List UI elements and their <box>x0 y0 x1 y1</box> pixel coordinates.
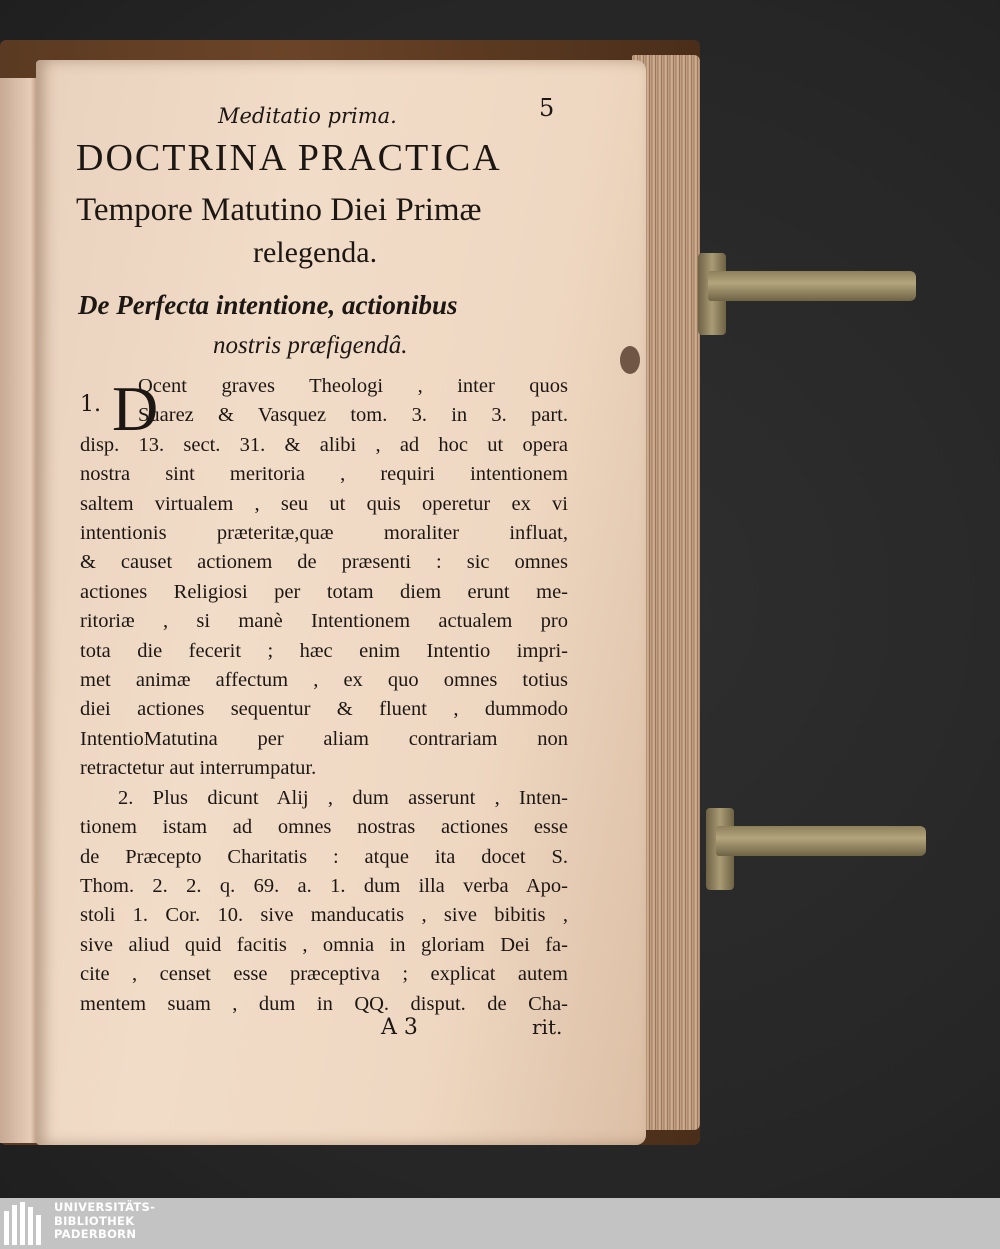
page-number: 5 <box>539 94 555 122</box>
text-line: mentem suam , dum in QQ. disput. de Cha- <box>80 992 568 1015</box>
text-line: saltem virtualem , seu ut quis operetur ex vi <box>80 492 568 515</box>
text-line: Thom. 2. 2. q. 69. a. 1. dum illa verba Apo- <box>80 874 568 897</box>
logo-line-2: BIBLIOTHEK <box>54 1213 135 1228</box>
text-line: sive aliud quid facitis , omnia in gloriam Dei fa- <box>80 933 568 956</box>
page-wormhole <box>620 346 640 374</box>
text-line: stoli 1. Cor. 10. sive manducatis , sive bibitis , <box>80 904 568 927</box>
library-logo-text <box>54 1201 155 1242</box>
text-line: & causet actionem de præsenti : sic omnes <box>80 551 568 574</box>
running-head: Meditatio prima. <box>218 104 397 128</box>
subtitle-line-1: Tempore Matutino Diei Primæ <box>76 192 482 228</box>
text-line: retractetur aut interrumpatur. <box>80 757 317 780</box>
text-line: tionem istam ad omnes nostras actiones esse <box>80 816 568 839</box>
text-line: de Præcepto Charitatis : atque ita docet S. <box>80 845 568 868</box>
section-title-line-1: De Perfecta intentione, actionibus <box>78 290 458 320</box>
library-logo-icon <box>4 1202 46 1245</box>
drop-cap: D <box>112 373 159 444</box>
logo-line-3: PADERBORN <box>54 1227 137 1241</box>
page-title: DOCTRINA PRACTICA <box>76 137 502 179</box>
catchword: rit. <box>532 1015 563 1039</box>
text-line: cite , censet esse præceptiva ; explicat autem <box>80 963 568 986</box>
body-text <box>80 372 568 1019</box>
signature-mark: A 3 <box>381 1015 418 1040</box>
text-line: ritoriæ , si manè Intentionem actualem pro <box>80 610 568 633</box>
facing-page-edge <box>0 78 38 1143</box>
text-line: met animæ affectum , ex quo omnes totius <box>80 669 568 692</box>
text-line: Suarez & Vasquez tom. 3. in 3. part. <box>138 404 568 427</box>
logo-line-1: UNIVERSITÄTS- <box>54 1200 156 1214</box>
text-line: intentionis præteritæ,quæ moraliter influat, <box>80 522 568 545</box>
text-line: IntentioMatutina per aliam contrariam non <box>80 727 568 750</box>
library-footer-band <box>0 1198 1000 1249</box>
subtitle-line-2: relegenda. <box>253 236 378 269</box>
text-line: nostra sint meritoria , requiri intentionem <box>80 463 568 486</box>
section-title-line-2: nostris præfigendâ. <box>213 332 408 359</box>
text-line: disp. 13. sect. 31. & alibi , ad hoc ut opera <box>80 433 568 456</box>
text-line: 2. Plus dicunt Alij , dum asserunt , Inten- <box>118 786 568 809</box>
text-line: actiones Religiosi per totam diem erunt me- <box>80 580 568 603</box>
paragraph-number: 1. <box>80 392 101 417</box>
text-line: diei actiones sequentur & fluent , dummodo <box>80 698 568 721</box>
text-line: tota die fecerit ; hæc enim Intentio impri- <box>80 639 568 662</box>
text-line: Ocent graves Theologi , inter quos <box>138 375 568 397</box>
